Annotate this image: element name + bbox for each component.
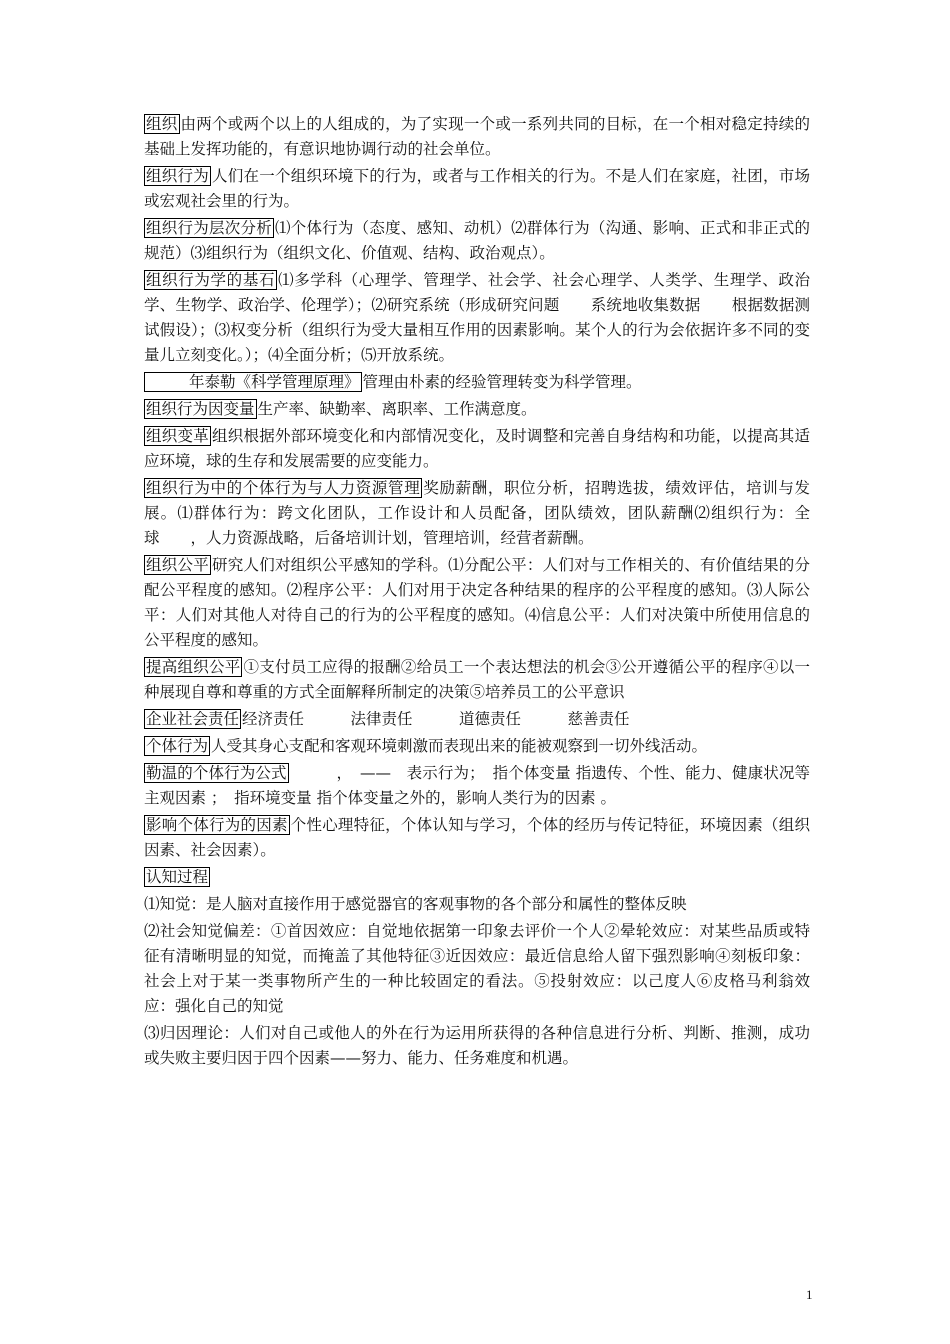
term-box: 年泰勒《科学管理原理》 — [144, 372, 362, 392]
definition-text: 人们在一个组织环境下的行为，或者与工作相关的行为。不是人们在家庭，社团，市场或宏观社会里的行为。 — [144, 167, 810, 210]
definition-text: ⑵社会知觉偏差：①首因效应：自觉地依据第一印象去评价一个人②晕轮效应：对某些品质或特征有清晰明显的知觉，而掩盖了其他特征③近因效应：最近信息给人留下强烈影响④刻板印象：社会上对于某一类事物所产生的一种比较固定的看法。⑤投射效应：以己度人⑥皮格马利翁效应：强化自己的知觉 — [144, 922, 810, 1015]
term-box: 组织行为因变量 — [146, 400, 255, 418]
definition-text: 管理由朴素的经验管理转变为科学管理。 — [362, 373, 642, 391]
definition-text: 由两个或两个以上的人组成的，为了实现一个或一系列共同的目标，在一个相对稳定持续的基础上发挥功能的，有意识地协调行动的社会单位。 — [144, 115, 810, 158]
document-body — [144, 112, 810, 1073]
term-box: 组织 — [146, 115, 178, 133]
term-box: 组织变革 — [146, 427, 209, 445]
definition-text: ①支付员工应得的报酬②给员工一个表达想法的机会③公开遵循公平的程序④以一种展现自尊和尊重的方式全面解释所制定的决策⑤培养员工的公平意识 — [144, 658, 810, 701]
definition-entry — [144, 707, 810, 732]
definition-text: 人受其身心支配和客观环境刺激而表现出来的能被观察到一切外线活动。 — [211, 737, 708, 755]
definition-entry — [144, 397, 810, 422]
term-box: 认知过程 — [146, 868, 209, 886]
definition-text: 经济责任 法律责任 道德责任 慈善责任 — [242, 710, 630, 728]
term-box: 影响个体行为的因素 — [146, 816, 288, 834]
term-box: 个体行为 — [146, 737, 209, 755]
definition-entry — [144, 424, 810, 474]
definition-entry — [144, 734, 810, 759]
definition-text: ⑴个体行为（态度、感知、动机）⑵群体行为（沟通、影响、正式和非正式的规范）⑶组织行为（组织文化、价值观、结构、政治观点）。 — [144, 219, 810, 262]
definition-entry — [144, 164, 810, 214]
definition-text: 生产率、缺勤率、离职率、工作满意度。 — [257, 400, 537, 418]
definition-entry — [144, 1021, 810, 1071]
definition-entry — [144, 655, 810, 705]
definition-entry — [144, 268, 810, 368]
term-box: 企业社会责任 — [146, 710, 240, 728]
definition-entry — [144, 553, 810, 653]
page-number: 1 — [806, 1287, 813, 1302]
term-box: 组织行为 — [146, 167, 209, 185]
term-box: 勒温的个体行为公式 — [146, 764, 287, 782]
definition-entry — [144, 476, 810, 551]
definition-text: ⑴知觉：是人脑对直接作用于感觉器官的客观事物的各个部分和属性的整体反映 — [144, 895, 687, 913]
term-box: 组织行为层次分析 — [146, 219, 272, 237]
definition-text: ⑶归因理论：人们对自己或他人的外在行为运用所获得的各种信息进行分析、判断、推测，成功或失败主要归因于四个因素——努力、能力、任务难度和机遇。 — [144, 1024, 810, 1067]
definition-text: 奖励薪酬，职位分析，招聘选拔，绩效评估，培训与发展。⑴群体行为：跨文化团队，工作设计和人员配备，团队绩效，团队薪酬⑵组织行为：全球 ，人力资源战略，后备培训计划，管理培训，经营者薪酬。 — [144, 479, 810, 547]
definition-entry — [144, 813, 810, 863]
definition-entry — [144, 919, 810, 1019]
term-box: 提高组织公平 — [146, 658, 241, 676]
definition-entry — [144, 892, 810, 917]
definition-text: 研究人们对组织公平感知的学科。⑴分配公平：人们对与工作相关的、有价值结果的分配公平程度的感知。⑵程序公平：人们对用于决定各种结果的程序的公平程度的感知。⑶人际公平：人们对其他人对待自己的行为的公平程度的感知。⑷信息公平：人们对决策中所使用信息的公平程度的感知。 — [144, 556, 810, 649]
definition-entry — [144, 761, 810, 811]
definition-entry — [144, 112, 810, 162]
definition-text: 个性心理特征，个体认知与学习，个体的经历与传记特征，环境因素（组织因素、社会因素）。 — [144, 816, 810, 859]
term-box: 组织公平 — [146, 556, 209, 574]
definition-text: 组织根据外部环境变化和内部情况变化，及时调整和完善自身结构和功能，以提高其适应环境，球的生存和发展需要的应变能力。 — [144, 427, 810, 470]
definition-entry — [144, 865, 810, 890]
definition-text: ， —— 表示行为； 指个体变量 指遗传、个性、能力、健康状况等主观因素 ； 指环境变量 指个体变量之外的，影响人类行为的因素 。 — [144, 764, 810, 807]
definition-text: ⑴多学科（心理学、管理学、社会学、社会心理学、人类学、生理学、政治学、生物学、政治学、伦理学）；⑵研究系统（形成研究问题 系统地收集数据 根据数据测试假设）；⑶权变分析（组织行为受大量相互作用的因素影响。某个人的行为会依据许多不同的变量儿立刻变化。）；⑷全面分析；⑸开放系统。 — [144, 271, 810, 364]
definition-entry — [144, 216, 810, 266]
definition-entry — [144, 370, 810, 395]
term-box: 组织行为中的个体行为与人力资源管理 — [146, 479, 421, 497]
term-box: 组织行为学的基石 — [146, 271, 276, 289]
